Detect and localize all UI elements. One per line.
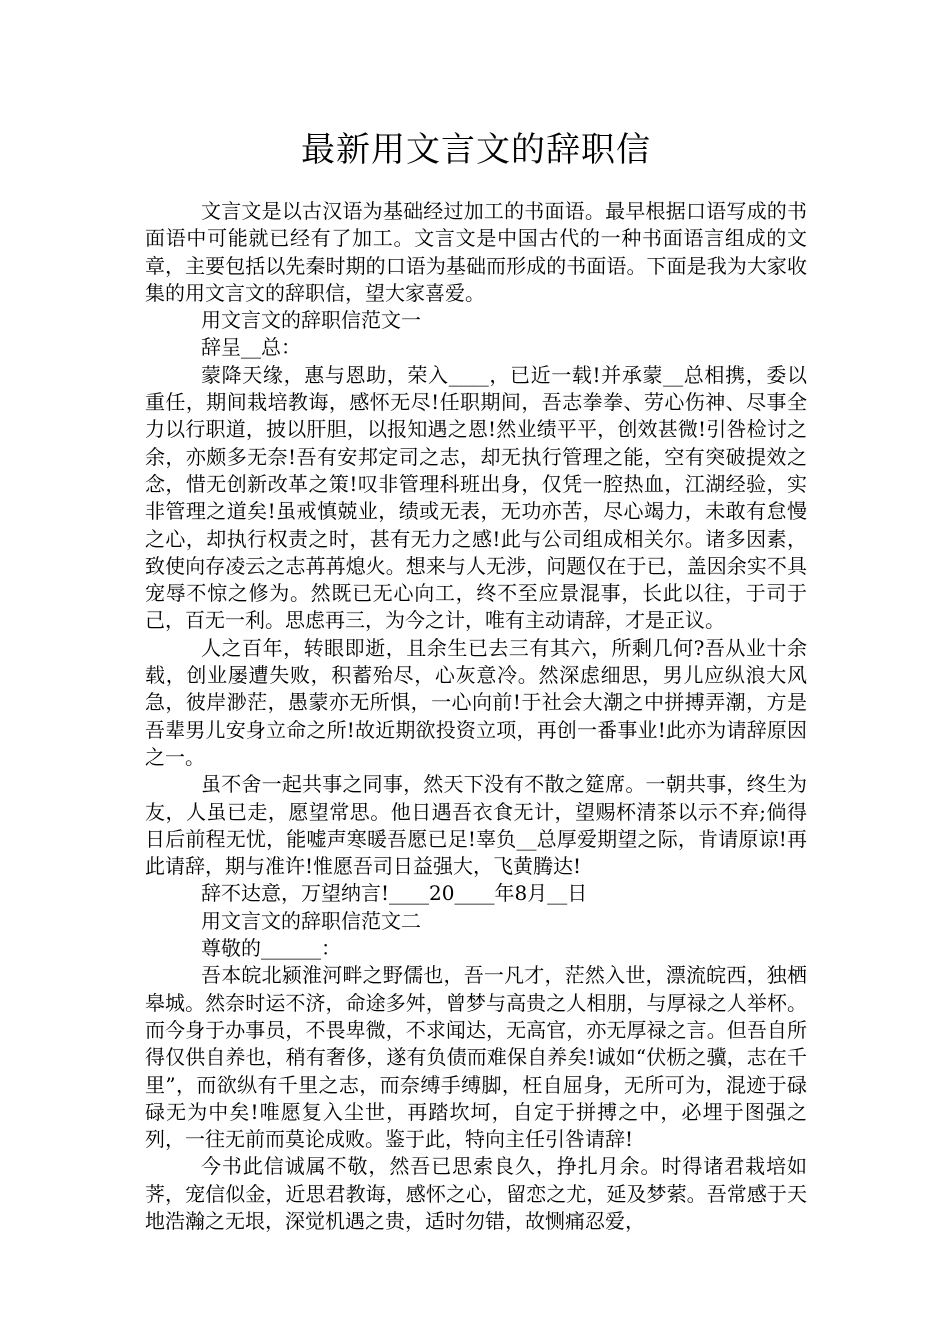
salutation-1: 辞呈__总：	[201, 335, 301, 360]
intro-paragraph: 文言文是以古汉语为基础经过加工的书面语。最早根据口语写成的书面语中可能就已经有了加工。文言文是中国古代的一种书面语言组成的文章，主要包括以先秦时期的口语为基础而形成的书面语。下面是我为大家收集的用文言文的辞职信，望大家喜爱。	[145, 199, 807, 305]
salutation-2: 尊敬的______：	[201, 936, 341, 961]
letter-1-paragraph: 人之百年，转眼即逝，且余生已去三有其六，所剩几何?吾从业十余载，创业屡遭失败，积蓄殆尽，心灰意冷。然深虑细思，男儿应纵浪大风急，彼岸渺茫，愚蒙亦无所惧，一心向前!于社会大潮之中拼搏弄潮，方是吾辈男儿安身立命之所!故近期欲投资立项，再创一番事业!此亦为请辞原因之一。	[145, 635, 807, 769]
section-heading-2: 用文言文的辞职信范文二	[201, 908, 421, 933]
document-title: 最新用文言文的辞职信	[301, 130, 651, 170]
letter-2-paragraph: 吾本皖北颍淮河畔之野儒也，吾一凡才，茫然入世，漂流皖西，独栖皋城。然奈时运不济，命途多舛，曾梦与高贵之人相朋，与厚禄之人举杯。而今身于办事员，不畏卑微，不求闻达，无高官，亦无厚禄之言。但吾自所得仅供自养也，稍有奢侈，遂有负债而难保自养矣!诚如“伏枥之骥，志在千里”，而欲纵有千里之志，而奈缚手缚脚，枉自屈身，无所可为，混迹于碌碌无为中矣!唯愿复入尘世，再踏坎坷，自定于拼搏之中，必埋于图强之列，一往无前而莫论成败。鉴于此，特向主任引咎请辞!	[145, 963, 807, 1152]
letter-2-paragraph: 今书此信诚属不敬，然吾已思索良久，挣扎月余。时得诸君栽培如荠，宠信似金，近思君教诲，感怀之心，留恋之尤，延及梦萦。吾常感于天地浩瀚之无垠，深觉机遇之贵，适时勿错，故恻痛忍爱，	[145, 1154, 807, 1233]
document-body	[145, 198, 807, 1235]
letter-1-paragraph: 蒙降天缘，惠与恩助，荣入____，已近一载!并承蒙__总相携，委以重任，期间栽培教诲，感怀无尽!任职期间，吾志拳拳、劳心伤神、尽事全力以行职道，披以肝胆，以报知遇之恩!然业绩平平，创效甚微!引咎检讨之余，亦颇多无奈!吾有安邦定司之志，却无执行管理之能，空有突破提效之念，惜无创新改革之策!叹非管理科班出身，仅凭一腔热血，江湖经验，实非管理之道矣!虽戒慎兢业，绩或无表，无功亦苦，尽心竭力，未敢有怠慢之心，却执行权责之时，甚有无力之感!此与公司组成相关尔。诸多因素，致使向存凌云之志苒苒熄火。想来与人无涉，问题仅在于已，盖因余实不具宠辱不惊之修为。然既已无心向工，终不至应景混事，长此以往，于司于己，百无一利。思虑再三，为今之计，唯有主动请辞，才是正议。	[145, 362, 807, 633]
letter-1-closing: 辞不达意，万望纳言!____20____年8月__日	[201, 881, 588, 906]
section-heading-1: 用文言文的辞职信范文一	[201, 308, 421, 333]
letter-1-paragraph: 虽不舍一起共事之同事，然天下没有不散之筵席。一朝共事，终生为友，人虽已走，愿望常思。他日遇吾衣食无计，望赐杯清茶以示不弃;倘得日后前程无忧，能嘘声寒暖吾愿已足!辜负__总厚爱期望之际，肯请原谅!再此请辞，期与准许!惟愿吾司日益强大，飞黄腾达!	[145, 772, 807, 879]
